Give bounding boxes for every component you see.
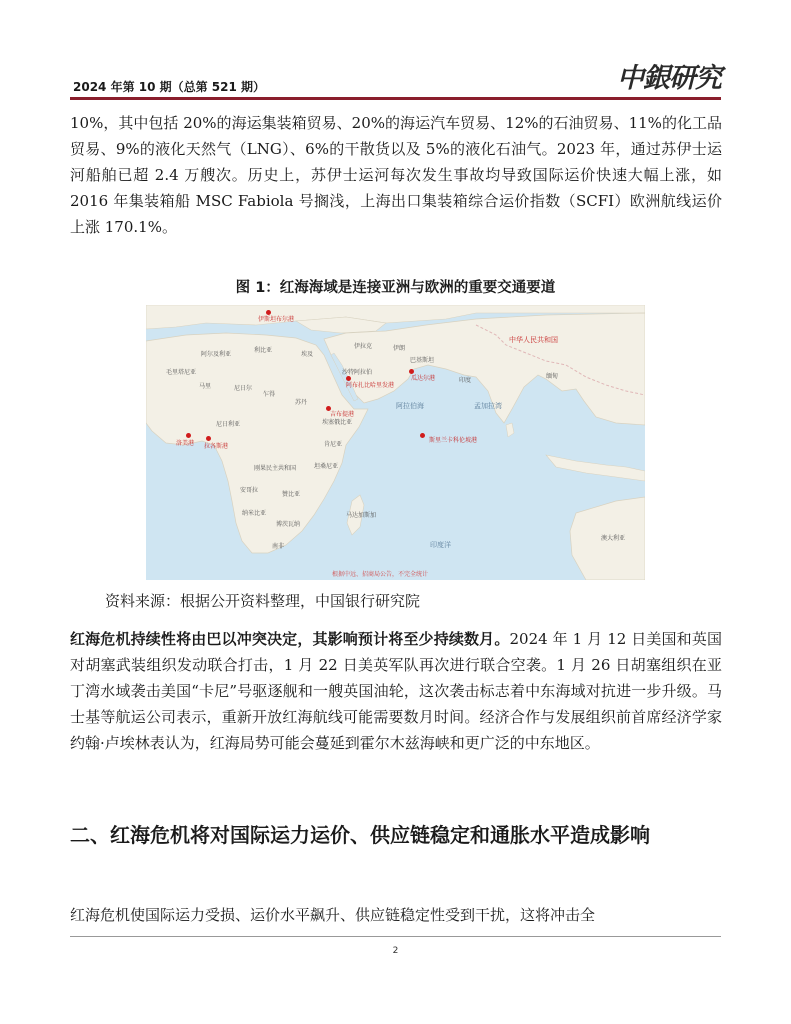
label-egypt: 埃及	[301, 351, 314, 358]
port-label-djibouti: 吉布提港	[330, 411, 355, 418]
header-divider	[70, 97, 721, 100]
label-kenya: 肯尼亚	[324, 441, 343, 448]
label-drc: 刚果民主共和国	[254, 465, 297, 472]
label-sudan: 苏丹	[295, 399, 308, 406]
label-niger: 尼日尔	[234, 385, 253, 392]
label-tanzania: 坦桑尼亚	[314, 463, 339, 470]
figure-title: 图 1：红海海域是连接亚洲与欧洲的重要交通要道	[235, 280, 556, 296]
figure-source: 资料来源：根据公开资料整理，中国银行研究院	[105, 592, 421, 610]
label-libya: 利比亚	[254, 347, 273, 354]
bank-research-logo: 中銀研究	[617, 63, 721, 94]
paragraph-body: 2024 年 1 月 12 日美国和英国对胡塞武装组织发动联合打击，1 月 22 日美英军队再次进行联合空袭。1 月 26 日胡塞组织在亚丁湾水域袭击美国“卡尼”号驱逐舰和一艘英国油轮，这次袭击标志着中东海域对抗进一步升级。马士基等航运公司表示，重新开放红海航线可能需要数月时间。经济合作与发展组织前首席经济学家约翰·卢埃林表认为，红海局势可能会蔓延到霍尔木兹海峡和更广泛的中东地区。	[70, 630, 722, 752]
port-label-gwadar: 瓜达尔港	[411, 375, 436, 382]
section-heading: 二、红海危机将对国际运力运价、供应链稳定和通胀水平造成影响	[70, 823, 650, 847]
label-china: 中华人民共和国	[509, 336, 558, 344]
port-label-lome: 洛美港	[176, 440, 195, 447]
indonesia-land	[546, 455, 645, 481]
label-iran: 伊朗	[393, 345, 406, 352]
paragraph-red-sea-crisis	[70, 626, 722, 756]
port-marker-colombo	[420, 433, 425, 438]
issue-label: 2024 年第 10 期（总第 521 期）	[73, 80, 266, 94]
label-mali: 马里	[199, 383, 212, 390]
paragraph-suez-trade: 10%，其中包括 20%的海运集装箱贸易、20%的海运汽车贸易、12%的石油贸易、11%的化工品贸易、9%的液化天然气（LNG）、6%的干散货以及 5%的液化石油气。2023 年，通过苏伊士运河船舶已超 2.4 万艘次。历史上，苏伊士运河每次发生事故均导致国际运价快速大幅上涨，如 2016 年集装箱船 MSC Fabiola 号搁浅，上海出口集装箱综合运价指数（SCFI）欧洲航线运价上涨 170.1%。	[70, 114, 722, 236]
label-angola: 安哥拉	[240, 487, 259, 494]
label-namibia: 纳米比亚	[242, 510, 267, 517]
label-algeria: 阿尔及利亚	[201, 351, 232, 358]
label-saudi: 沙特阿拉伯	[342, 369, 373, 376]
label-iraq: 伊拉克	[354, 343, 373, 350]
label-pakistan: 巴基斯坦	[410, 357, 435, 364]
label-bay-of-bengal: 孟加拉湾	[474, 402, 502, 410]
label-madagascar: 马达加斯加	[346, 512, 377, 519]
port-label-istanbul: 伊斯坦布尔港	[258, 316, 295, 323]
port-label-colombo: 斯里兰卡科伦坡港	[429, 437, 478, 444]
label-ethiopia: 埃塞俄比亚	[322, 419, 353, 426]
label-zambia: 赞比亚	[282, 491, 301, 498]
port-label-lagos: 拉各斯港	[204, 443, 229, 450]
red-sea-map	[146, 305, 645, 580]
paragraph-lead: 红海危机持续性将由巴以冲突决定，其影响预计将至少持续数月。	[70, 630, 510, 648]
paragraph-impact: 红海危机使国际运力受损、运价水平飙升、供应链稳定性受到干扰，这将冲击全	[70, 906, 596, 924]
port-label-abudhabi: 阿布扎比哈里发港	[346, 382, 395, 389]
sri-lanka-land	[506, 423, 514, 437]
label-nigeria: 尼日利亚	[216, 421, 241, 428]
label-myanmar: 缅甸	[546, 373, 559, 380]
footer-divider	[70, 936, 721, 937]
label-indian-ocean: 印度洋	[430, 541, 451, 549]
label-botswana: 博茨瓦纳	[276, 521, 301, 528]
page-number: 2	[392, 946, 399, 956]
label-mauritania: 毛里塔尼亚	[166, 369, 197, 376]
label-arabian-sea: 阿拉伯海	[396, 402, 424, 410]
label-south-africa: 南非	[272, 543, 285, 550]
label-chad: 乍得	[263, 391, 276, 398]
label-australia: 澳大利亚	[601, 535, 626, 542]
map-watermark: 根据中远、招商局公告，不完全统计	[332, 571, 429, 578]
label-india: 印度	[459, 377, 472, 384]
